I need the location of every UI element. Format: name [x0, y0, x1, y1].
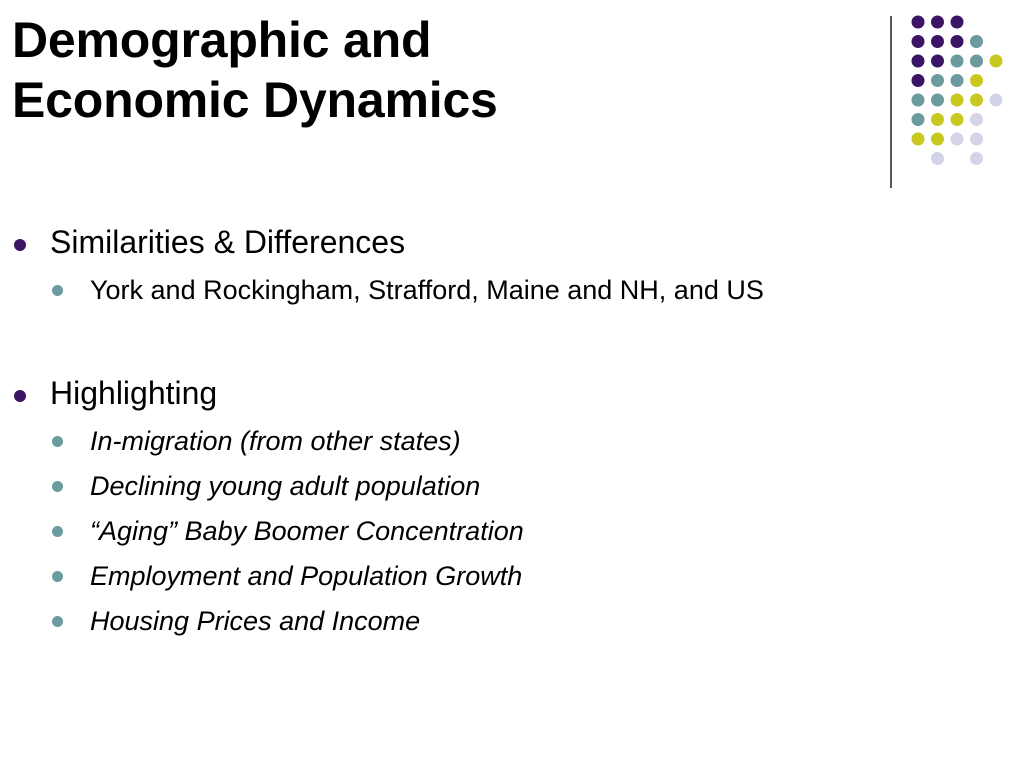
bullet-dot-icon — [14, 390, 26, 402]
section-heading: Highlighting — [50, 375, 218, 411]
sub-bullet-dot-icon — [52, 571, 63, 582]
sub-bullet-dot-icon — [52, 436, 63, 447]
slide-title-line-2: Economic Dynamics — [12, 72, 498, 128]
slide-title-line-1: Demographic and — [12, 12, 432, 68]
sub-bullet-dot-icon — [52, 285, 63, 296]
sub-bullet-text: Employment and Population Growth — [90, 561, 523, 591]
sub-bullet-text: Housing Prices and Income — [90, 606, 421, 636]
sub-bullet-dot-icon — [52, 526, 63, 537]
sub-bullet-text: In-migration (from other states) — [90, 426, 461, 456]
sub-bullet-text: Declining young adult population — [90, 471, 481, 501]
section-heading: Similarities & Differences — [50, 224, 406, 260]
sub-bullet-dot-icon — [52, 616, 63, 627]
sub-bullet-text: “Aging” Baby Boomer Concentration — [90, 516, 524, 546]
sub-bullet-text: York and Rockingham, Strafford, Maine and NH, and US — [90, 275, 764, 305]
bullet-dot-icon — [14, 239, 26, 251]
sub-bullet-dot-icon — [52, 481, 63, 492]
